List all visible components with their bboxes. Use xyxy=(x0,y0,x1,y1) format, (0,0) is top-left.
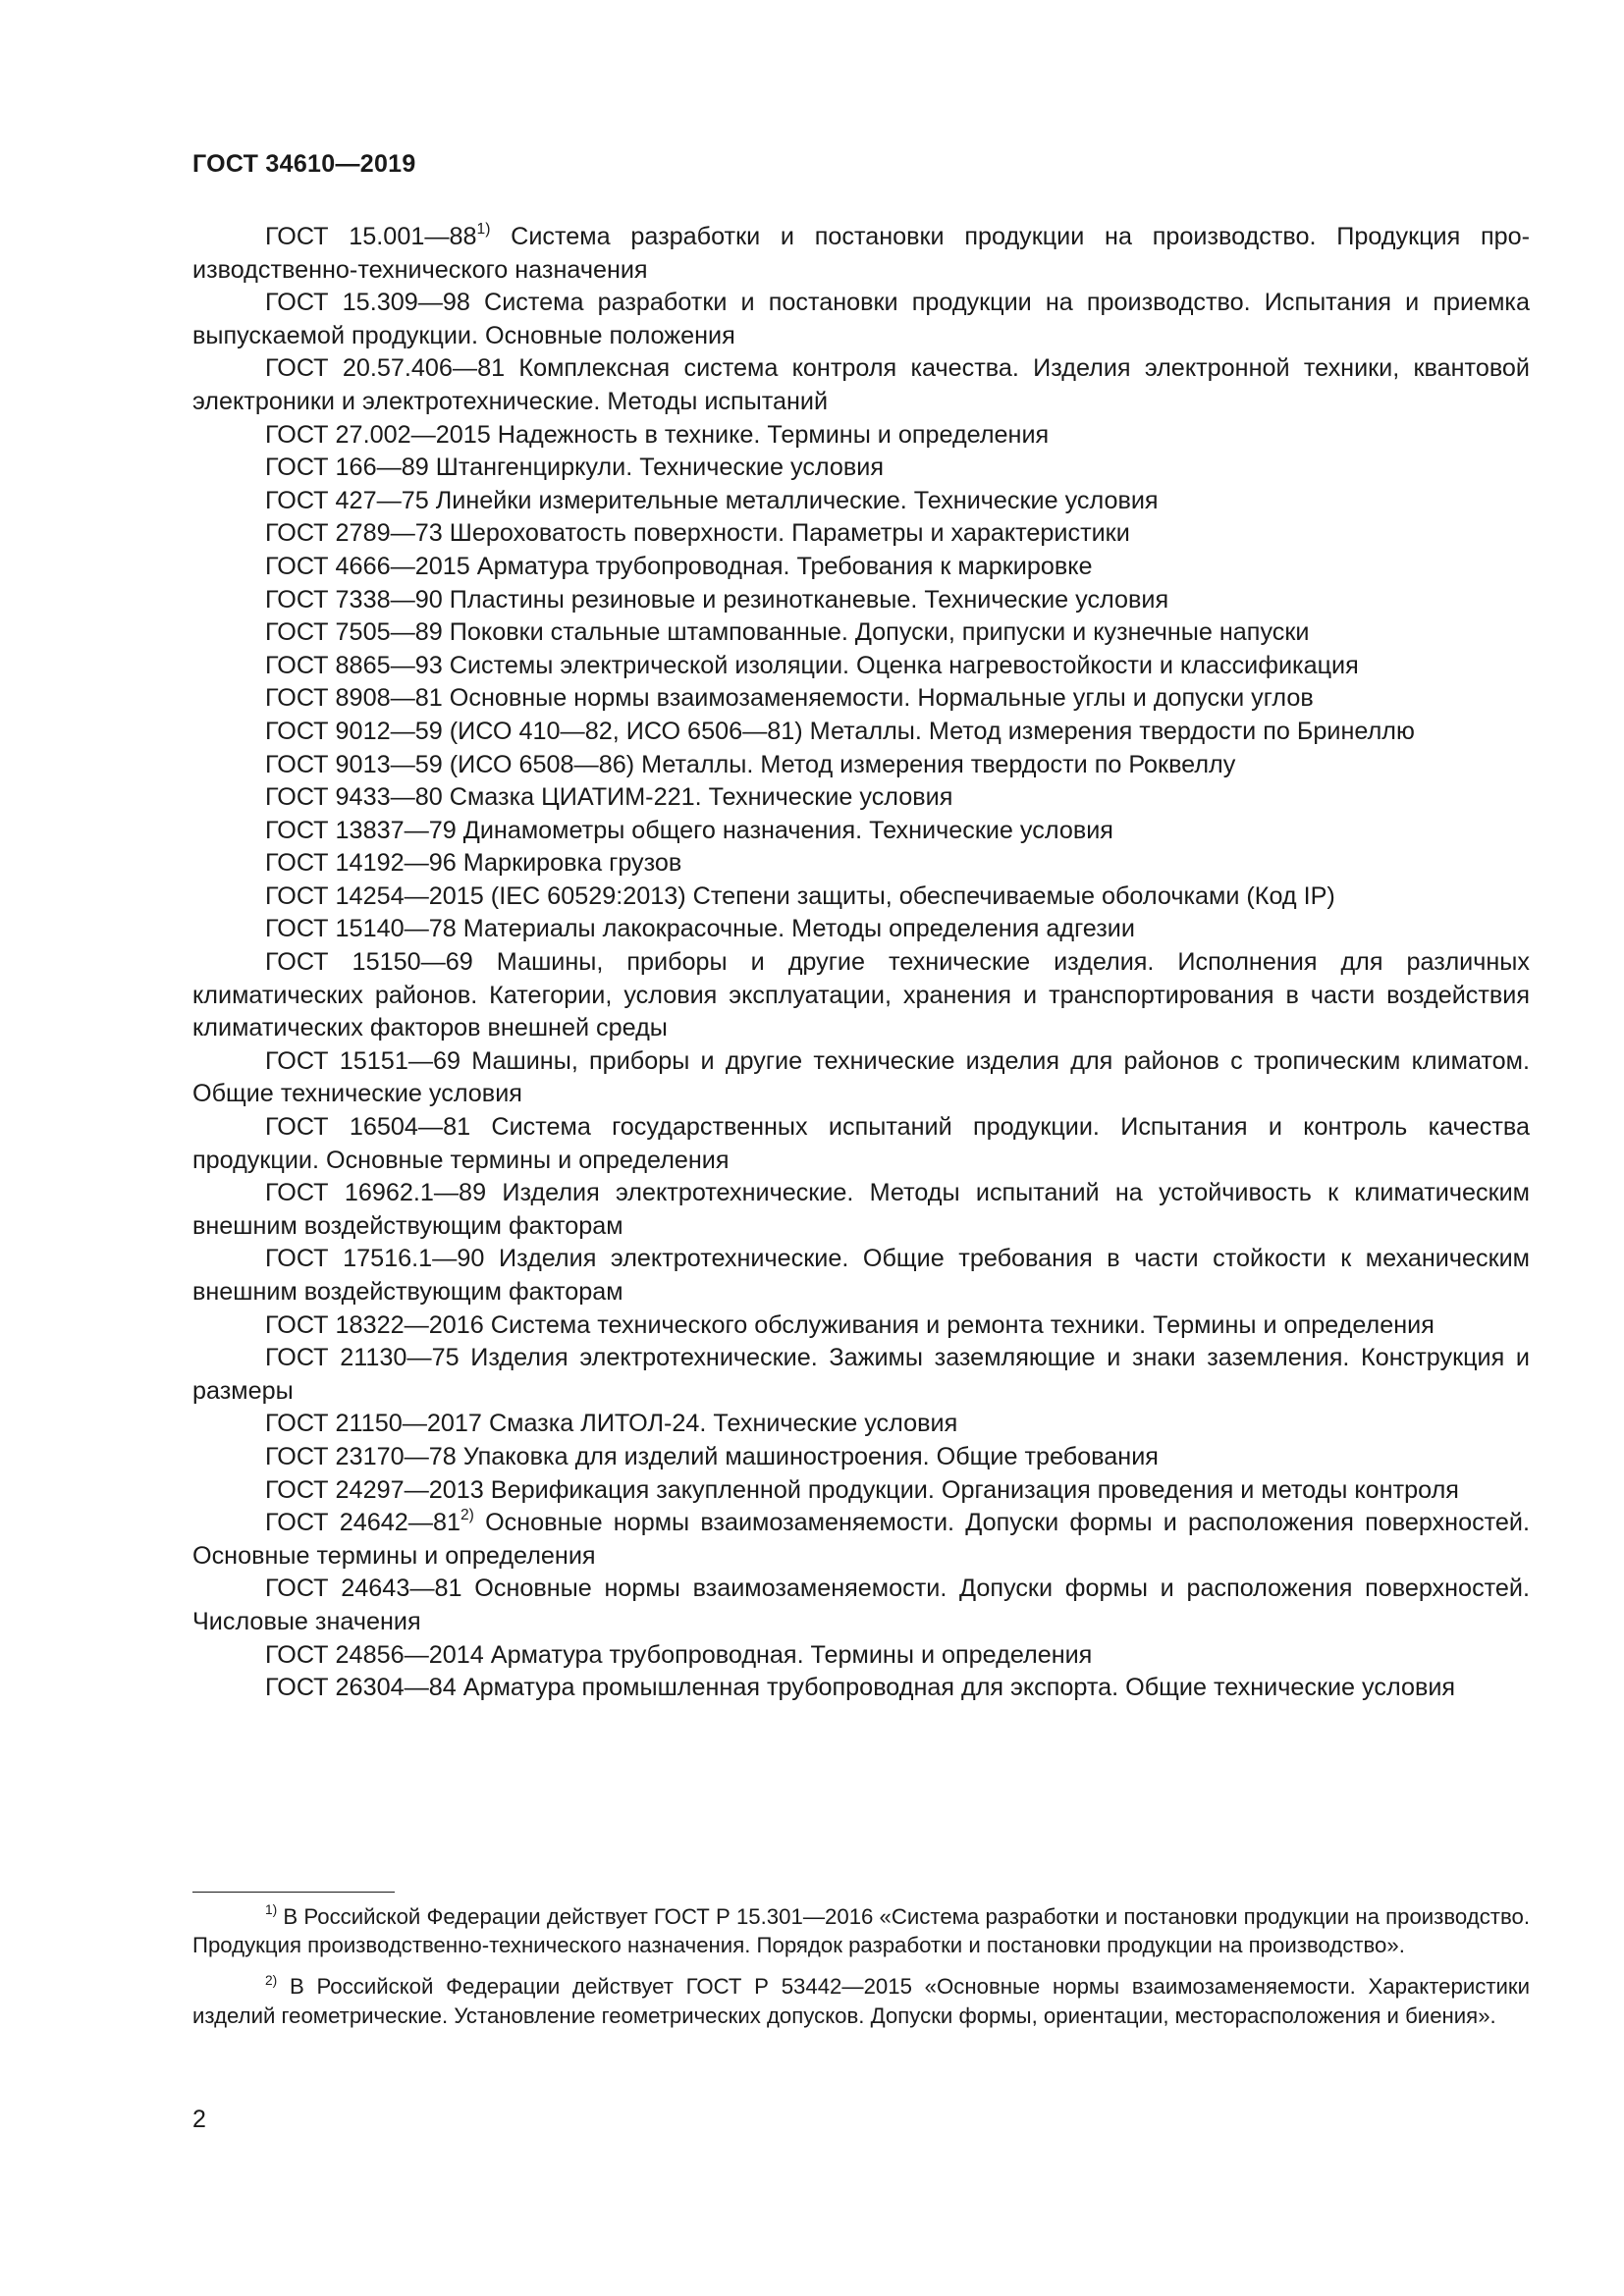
reference-item: ГОСТ 26304—84 Арматура промышленная трубопроводная для экспорта. Общие технические условия xyxy=(265,1674,1456,1702)
footnote: $^{2)}$ В Российской Федерации действует ГОСТ Р 53442—2015 «Основные нормы взаимозаменяемости. Характеристики изделий геометрические. Установление геометрических допусков. Допуски формы, ориентации, месторасположения и биения». xyxy=(192,1972,1530,2028)
footnote: $^{1)}$ В Российской Федерации действует ГОСТ Р 15.301—2016 «Система разработки и постановки продукции на производство. Продукция производственно-технического назначения. Порядок разработки и постановки продукции на производство». xyxy=(192,1902,1530,1958)
reference-item: ГОСТ 24643—81 Основные нормы взаимозаменяемости. Допуски формы и расположения поверхностей. Числовые значения xyxy=(192,1575,1530,1635)
footnotes xyxy=(192,1902,1530,2043)
reference-item: ГОСТ 24297—2013 Верификация закупленной продукции. Организация проведения и методы контроля xyxy=(265,1475,1459,1504)
reference-item: ГОСТ 4666—2015 Арматура трубопроводная. Требования к маркировке xyxy=(265,552,1093,580)
reference-item: ГОСТ 23170—78 Упаковка для изделий машиностроения. Общие требования xyxy=(265,1442,1159,1470)
footnote-marker: 1) xyxy=(265,1902,278,1918)
reference-item: ГОСТ 17516.1—90 Изделия электротехнические. Общие требования в части стойкости к механическим внешним воздействующим факторам xyxy=(192,1245,1530,1306)
reference-item: ГОСТ 9013—59 (ИСО 6508—86) Металлы. Метод измерения твердости по Роквеллу xyxy=(265,750,1236,778)
reference-item: ГОСТ 2789—73 Шероховатость поверхности. Параметры и характеристики xyxy=(265,519,1130,548)
footnote-marker: 2) xyxy=(265,1972,278,1988)
reference-item: ГОСТ 8865—93 Системы электрической изоляции. Оценка нагревостойкости и классификация xyxy=(265,651,1359,679)
reference-item: ГОСТ 27.002—2015 Надежность в технике. Термины и определения xyxy=(265,420,1050,449)
reference-item: ГОСТ 16504—81 Система государственных испытаний продукции. Испытания и контроль качества продукции. Основные термины и определения xyxy=(192,1113,1530,1174)
reference-item: ГОСТ 9012—59 (ИСО 410—82, ИСО 6506—81) Металлы. Метод измерения твердости по Бринеллю xyxy=(265,717,1415,745)
page-number: 2 xyxy=(192,2106,206,2133)
reference-item: ГОСТ 24642—81$^{2)}$ Основные нормы взаимозаменяемости. Допуски формы и расположения поверхностей. Основные термины и определения xyxy=(192,1507,1530,1570)
reference-item: ГОСТ 7338—90 Пластины резиновые и резинотканевые. Технические условия xyxy=(265,585,1169,614)
reference-item: ГОСТ 14254—2015 (IEC 60529:2013) Степени защиты, обеспечиваемые оболочками (Код IP) xyxy=(265,881,1335,910)
reference-item: ГОСТ 20.57.406—81 Комплексная система контроля качества. Изделия электронной техники, квантовой электроники и электротехнические. Методы испытаний xyxy=(192,354,1530,415)
reference-item: ГОСТ 18322—2016 Система технического обслуживания и ремонта техники. Термины и определения xyxy=(265,1310,1435,1339)
reference-item: ГОСТ 21150—2017 Смазка ЛИТОЛ-24. Технические условия xyxy=(265,1410,958,1438)
reference-item: ГОСТ 15.001—88$^{1)}$ Система разработки и постановки продукции на производство. Продукция производственно-технического назначения xyxy=(192,221,1531,284)
document-header: ГОСТ 34610—2019 xyxy=(192,150,416,178)
reference-item: ГОСТ 9433—80 Смазка ЦИАТИМ-221. Технические условия xyxy=(265,783,953,812)
normative-references-list xyxy=(192,221,1530,1705)
reference-item: ГОСТ 21130—75 Изделия электротехнические. Зажимы заземляющие и знаки заземления. Конструкция и размеры xyxy=(192,1344,1530,1405)
reference-item: ГОСТ 166—89 Штангенциркули. Технические условия xyxy=(265,454,884,482)
footnote-divider xyxy=(192,1892,395,1893)
footnote-marker: 1) xyxy=(476,221,491,239)
reference-item: ГОСТ 16962.1—89 Изделия электротехнические. Методы испытаний на устойчивость к климатическим внешним воздействующим факторам xyxy=(192,1179,1530,1240)
reference-item: ГОСТ 13837—79 Динамометры общего назначения. Технические условия xyxy=(265,816,1113,844)
reference-item: ГОСТ 427—75 Линейки измерительные металлические. Технические условия xyxy=(265,486,1159,514)
reference-item: ГОСТ 15140—78 Материалы лакокрасочные. Методы определения адгезии xyxy=(265,915,1135,943)
footnote-marker: 2) xyxy=(460,1507,474,1524)
reference-item: ГОСТ 14192—96 Маркировка грузов xyxy=(265,849,682,878)
reference-item: ГОСТ 24856—2014 Арматура трубопроводная. Термины и определения xyxy=(265,1640,1093,1669)
reference-item: ГОСТ 8908—81 Основные нормы взаимозаменяемости. Нормальные углы и допуски углов xyxy=(265,684,1314,713)
reference-item: ГОСТ 15150—69 Машины, приборы и другие технические изделия. Исполнения для различных климатических районов. Категории, условия эксплуатации, хранения и транспортирования в части воздействия климатических факторов внешней среды xyxy=(192,948,1530,1042)
reference-item: ГОСТ 15.309—98 Система разработки и постановки продукции на производство. Испытания и приемка выпускаемой продукции. Основные положения xyxy=(192,289,1530,349)
reference-item: ГОСТ 15151—69 Машины, приборы и другие технические изделия для районов с тропическим климатом. Общие технические условия xyxy=(192,1046,1530,1108)
reference-item: ГОСТ 7505—89 Поковки стальные штампованные. Допуски, припуски и кузнечные напуски xyxy=(265,618,1310,647)
